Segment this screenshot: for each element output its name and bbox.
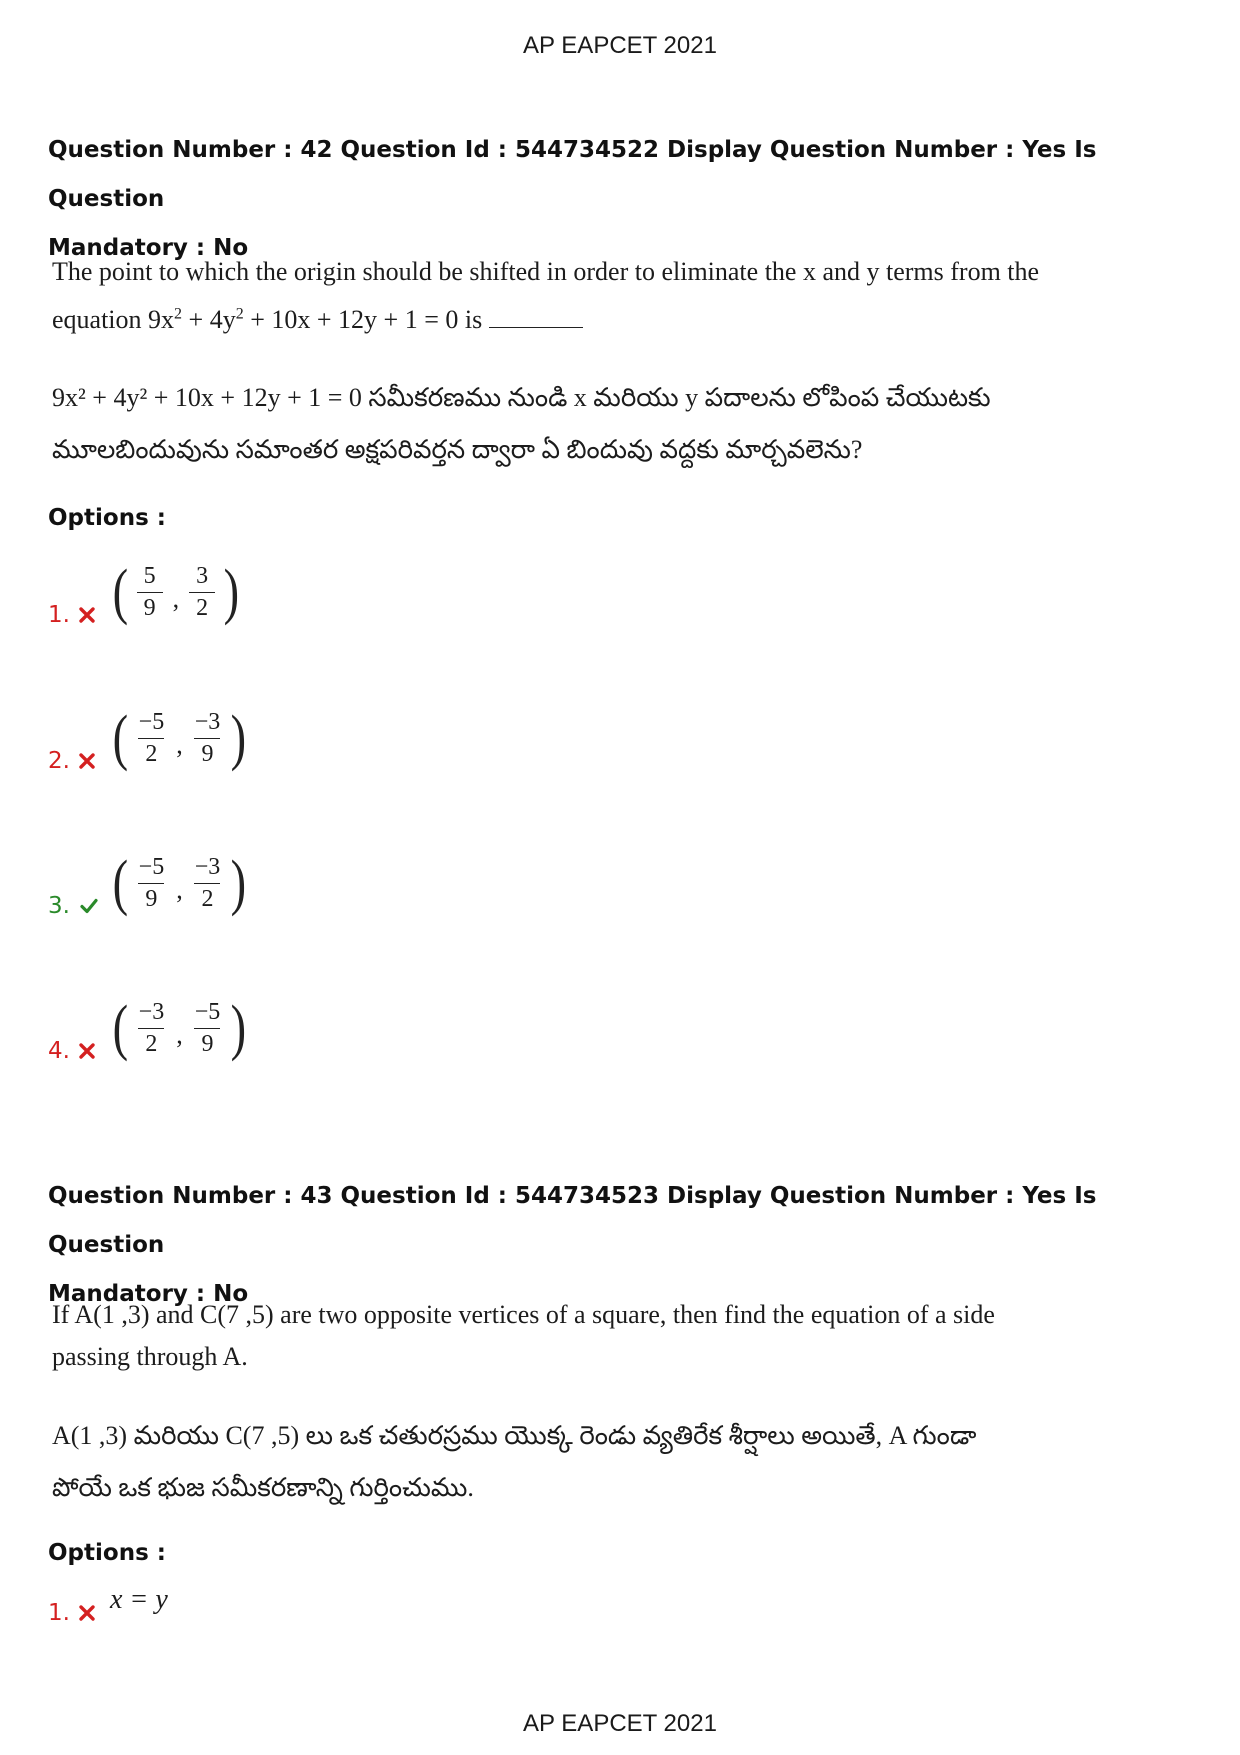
options-label: Options : bbox=[48, 505, 166, 531]
page-footer: AP EAPCET 2021 bbox=[523, 1710, 717, 1737]
check-icon bbox=[78, 897, 100, 915]
cross-icon bbox=[78, 606, 96, 624]
option-expression bbox=[110, 988, 249, 1068]
comma: , bbox=[176, 875, 183, 904]
left-paren: ( bbox=[112, 558, 129, 626]
question-meta-line2: Mandatory : No bbox=[48, 1281, 249, 1307]
question-text-line2 bbox=[52, 296, 1152, 344]
numerator: −5 bbox=[138, 854, 165, 881]
fraction bbox=[137, 854, 167, 912]
cross-icon bbox=[78, 1604, 96, 1622]
option-2[interactable] bbox=[48, 698, 648, 778]
right-paren: ) bbox=[230, 704, 247, 772]
option-expression bbox=[110, 698, 249, 778]
option-expression bbox=[110, 843, 249, 923]
fraction bbox=[137, 709, 167, 767]
telugu-line2: మూలబిందువును సమాంతర అక్షపరివర్తన ద్వారా ఏ బిందువు వద్దకు మార్చవలెను? bbox=[52, 435, 863, 464]
equation-part3: + 10x + 12y + 1 = 0 is bbox=[243, 305, 483, 334]
question-text-line2: passing through A. bbox=[52, 1342, 248, 1371]
fraction bbox=[193, 709, 223, 767]
numerator: −5 bbox=[138, 709, 165, 736]
denominator: 2 bbox=[194, 883, 220, 912]
denominator: 2 bbox=[138, 738, 164, 767]
option-number: 3. bbox=[48, 893, 70, 919]
question-43-english-text bbox=[52, 1294, 1152, 1378]
comma: , bbox=[176, 730, 183, 759]
fraction bbox=[193, 999, 223, 1057]
option-1[interactable] bbox=[48, 552, 648, 632]
option-number: 2. bbox=[48, 748, 70, 774]
left-paren: ( bbox=[112, 704, 129, 772]
cross-icon bbox=[78, 1042, 96, 1060]
option-4[interactable] bbox=[48, 988, 648, 1068]
numerator: −3 bbox=[194, 709, 221, 736]
fraction bbox=[193, 854, 223, 912]
question-meta-line2: Mandatory : No bbox=[48, 235, 249, 261]
denominator: 9 bbox=[137, 592, 163, 621]
cross-icon bbox=[78, 752, 96, 770]
denominator: 9 bbox=[194, 1028, 220, 1057]
fraction bbox=[137, 563, 163, 621]
denominator: 9 bbox=[194, 738, 220, 767]
denominator: 2 bbox=[138, 1028, 164, 1057]
equation-part2: + 4y bbox=[182, 305, 236, 334]
right-paren: ) bbox=[230, 849, 247, 917]
numerator: −5 bbox=[194, 999, 221, 1026]
equation-part1: equation 9x bbox=[52, 305, 175, 334]
question-42-english-text bbox=[52, 248, 1152, 344]
comma: , bbox=[172, 584, 180, 613]
superscript: 2 bbox=[235, 305, 244, 323]
fraction bbox=[137, 999, 167, 1057]
fraction bbox=[189, 563, 215, 621]
equation: x = y bbox=[110, 1584, 168, 1615]
comma: , bbox=[176, 1020, 183, 1049]
option-number: 1. bbox=[48, 1600, 70, 1626]
telugu-line2: పోయే ఒక భుజ సమీకరణాన్ని గుర్తించుము. bbox=[52, 1473, 474, 1502]
option-number: 4. bbox=[48, 1038, 70, 1064]
right-paren: ) bbox=[230, 994, 247, 1062]
numerator: −3 bbox=[138, 999, 165, 1026]
numerator: 3 bbox=[196, 563, 209, 590]
telugu-line1: A(1 ,3) మరియు C(7 ,5) లు ఒక చతురస్రము యొక్క రెండు వ్యతిరేక శీర్షాలు అయితే, A గుండా bbox=[52, 1421, 977, 1450]
answer-blank bbox=[489, 303, 583, 328]
question-text-line1: The point to which the origin should be shifted in order to eliminate the x and y terms from the bbox=[52, 257, 1040, 286]
options-label: Options : bbox=[48, 1540, 166, 1566]
numerator: 5 bbox=[143, 563, 156, 590]
denominator: 9 bbox=[138, 883, 164, 912]
option-expression bbox=[110, 1570, 168, 1630]
option-expression bbox=[110, 552, 242, 632]
question-meta-line1: Question Number : 42 Question Id : 544734522 Display Question Number : Yes Is Question bbox=[48, 137, 1097, 212]
question-43-telugu-text bbox=[52, 1410, 1152, 1514]
question-text-line1: If A(1 ,3) and C(7 ,5) are two opposite vertices of a square, then find the equation of a side bbox=[52, 1300, 995, 1329]
page-header: AP EAPCET 2021 bbox=[523, 32, 717, 59]
denominator: 2 bbox=[189, 592, 215, 621]
superscript: 2 bbox=[174, 305, 183, 323]
left-paren: ( bbox=[112, 994, 129, 1062]
option-number: 1. bbox=[48, 602, 70, 628]
question-meta-line1: Question Number : 43 Question Id : 544734523 Display Question Number : Yes Is Question bbox=[48, 1183, 1097, 1258]
right-paren: ) bbox=[223, 558, 240, 626]
telugu-line1: 9x² + 4y² + 10x + 12y + 1 = 0 సమీకరణము నుండి x మరియు y పదాలను లోపింప చేయుటకు bbox=[52, 383, 991, 412]
left-paren: ( bbox=[112, 849, 129, 917]
numerator: −3 bbox=[194, 854, 221, 881]
question-42-telugu-text bbox=[52, 372, 1152, 476]
option-1[interactable] bbox=[48, 1570, 648, 1630]
option-3[interactable] bbox=[48, 843, 648, 923]
